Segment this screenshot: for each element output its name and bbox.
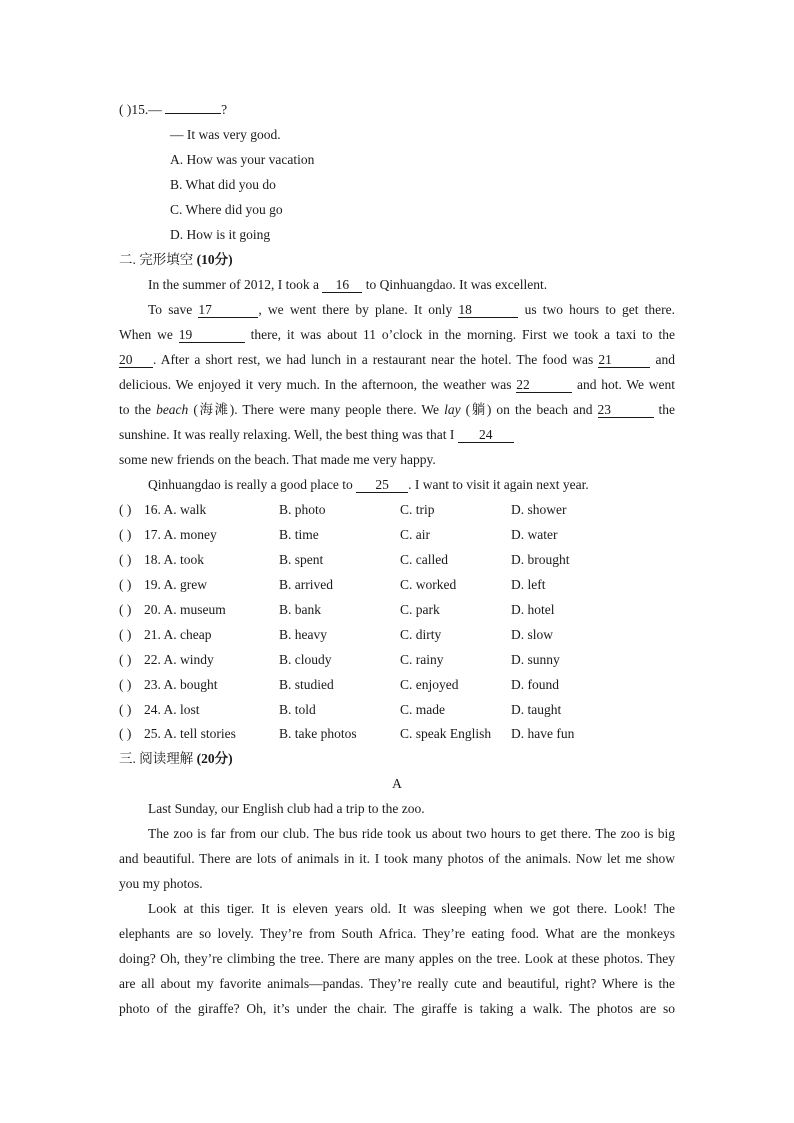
section3-heading: 三. 阅读理解 (20分) [119,751,233,766]
q15-option-a: A. How was your vacation [170,152,315,167]
question-19: ( ) 19. A. grew B. arrived C. worked D. left [119,577,546,592]
cloze-line-4: 20 . After a short rest, we had lunch in a restaurant near the hotel. The food was 21 and [119,352,676,367]
cloze-line-1: In the summer of 2012, I took a 16 to Qinhuangdao. It was excellent. [148,277,548,292]
question-18: ( ) 18. A. took B. spent C. called D. brought [119,552,570,567]
question-21: ( ) 21. A. cheap B. heavy C. dirty D. slow [119,627,554,642]
question-20: ( ) 20. A. museum B. bank C. park D. hotel [119,602,555,617]
blank-17[interactable]: 17 [198,303,258,318]
question-23: ( ) 23. A. bought B. studied C. enjoyed D. found [119,677,559,692]
question-16: ( ) 16. A. walk B. photo C. trip D. shower [119,502,567,517]
reading-line-5: Look at this tiger. It is eleven years old. It was sleeping when we got there. Look! The [148,901,675,916]
question-17: ( ) 17. A. money B. time C. air D. water [119,527,558,542]
answer-bracket[interactable]: ( ) [119,702,132,717]
reading-line-7: doing? Oh, they’re climbing the tree. There are many apples on the tree. Look at these photos. They [119,951,675,966]
blank-21[interactable]: 21 [598,353,650,368]
passage-label: A [392,776,402,791]
blank-25[interactable]: 25 [356,478,408,493]
question-22: ( ) 22. A. windy B. cloudy C. rainy D. sunny [119,652,560,667]
cloze-line-5: delicious. We enjoyed it very much. In the afternoon, the weather was 22 and hot. We went [119,377,676,392]
section2-heading: 二. 完形填空 (10分) [119,252,233,267]
q15-response: — It was very good. [170,127,281,142]
q15-option-d: D. How is it going [170,227,271,242]
answer-bracket[interactable]: ( ) [119,577,132,592]
blank-16[interactable]: 16 [322,278,362,293]
cloze-line-9: Qinhuangdao is really a good place to 25 . I want to visit it again next year. [148,477,589,492]
question-25: ( ) 25. A. tell stories B. take photos C. speak English D. have fun [119,726,575,741]
blank-24[interactable]: 24 [458,428,514,443]
q15-stem: ( )15.— ? [119,102,228,117]
question-24: ( ) 24. A. lost B. told C. made D. taught [119,702,562,717]
answer-bracket[interactable]: ( ) [119,552,132,567]
blank-20[interactable]: 20 [119,353,153,368]
reading-line-2: The zoo is far from our club. The bus ride took us about two hours to get there. The zoo is big [148,826,675,841]
blank-18[interactable]: 18 [458,303,518,318]
answer-bracket[interactable]: ( ) [119,652,132,667]
cloze-line-8: some new friends on the beach. That made me very happy. [119,452,436,467]
cloze-line-3: When we 19 there, it was about 11 o’clock in the morning. First we took a taxi to the [119,327,676,342]
reading-line-1: Last Sunday, our English club had a trip to the zoo. [148,801,425,816]
reading-line-4: you my photos. [119,876,203,891]
cloze-line-6: to the beach (海滩). There were many people there. We lay (躺) on the beach and 23 the [119,402,676,417]
reading-line-8: are all about my favorite animals—pandas. They’re really cute and beautiful, right? Where is the [119,976,675,991]
answer-bracket[interactable]: ( ) [119,677,132,692]
answer-bracket[interactable]: ( ) [119,726,132,741]
reading-line-3: and beautiful. There are lots of animals in it. I took many photos of the animals. Now let me show [119,851,675,866]
q15-option-c: C. Where did you go [170,202,283,217]
blank-23[interactable]: 23 [598,403,654,418]
reading-line-6: elephants are so lovely. They’re from South Africa. They’re eating food. What are the monkeys [119,926,675,941]
blank-19[interactable]: 19 [179,328,245,343]
cloze-line-7: sunshine. It was really relaxing. Well, the best thing was that I 24 [119,426,675,444]
answer-bracket[interactable]: ( ) [119,502,132,517]
answer-blank[interactable] [165,113,221,114]
q15-option-b: B. What did you do [170,177,276,192]
answer-bracket[interactable]: ( ) [119,602,132,617]
answer-bracket[interactable]: ( ) [119,102,132,117]
cloze-line-2: To save 17 , we went there by plane. It only 18 us two hours to get there. [148,302,676,317]
answer-bracket[interactable]: ( ) [119,527,132,542]
blank-22[interactable]: 22 [516,378,572,393]
answer-bracket[interactable]: ( ) [119,627,132,642]
reading-line-9: photo of the giraffe? Oh, it’s under the chair. The giraffe is taking a walk. The photos are so [119,1001,675,1016]
